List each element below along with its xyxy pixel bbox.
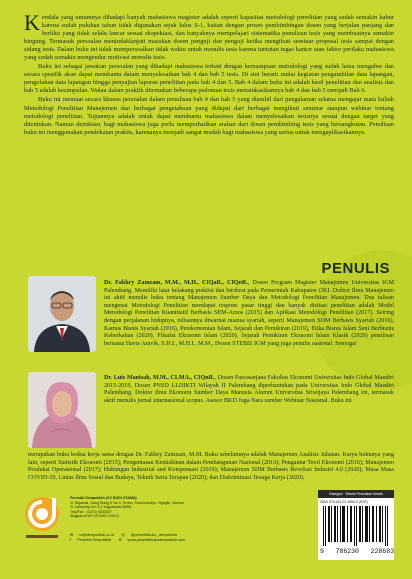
publisher-address-1: Jl. Rajawali, Gang Elang 6 No.3, Drono, Sardonoharjo, Ngaglik, Sleman: [70, 500, 185, 505]
drop-cap: K: [24, 10, 40, 35]
category-label: Kategori : Teknik Penulisan Ilmiah: [318, 490, 394, 498]
barcode: [322, 506, 390, 546]
author2-bio: Dr. Luis Manisah, M.M., CLMA., CIQnR., Dosen Pascasarjana Fakultas Ekonomi Universitas Indo Global Mandiri 2015-2019, Dosen PNSD LLDIKTI Wilayah II Palembang diperbantukan pada Universitas Indo Global Mandiri Palembang. Doktor Ilmu Ekonomi Sumber Daya Manusia Alumni Universitas Sriwijaya Palembang ini, termasuk aktif menulis jurnal internasional scopus. Asesor BKD Juga Nara sumber Webinar Nasional. Buku ini: [104, 375, 394, 404]
synopsis-paragraph-3: Buku ini memuat secara khusus persoalan dalam penulisan bab 4 dan bab 5 yang diambil dari pengalaman selama mengajar mata kuliah Metodologi Penelitian Manajemen dan berbagai pengetahuan yang didapat dari berbagai mengikuti seminar ataupun webinar tentang metodologi penelitian. Tujuannya adalah untuk dapat membantu mahasiswa dalam menyelesaikan tesisnya sesuai dengan target yang ditentukan. Namun demikian, bagi mahasiswa juga perlu memperhatikan arahan dari dosen pembimbing tesis yang bersangkutan. Penulisan buku ini menggunakan pendekatan praktis, karenanya menjadi sangat mudah bagi mahasiswa yang serius untuk mengaplikasikannya.: [24, 96, 394, 136]
synopsis-paragraph-1: Kendala yang umumnya dihadapi banyak mahasiswa magister adalah seperti kapasitas metodologi penelitian yang sudah semakin kabur karena sudah puluhan tahun tidak digunakan sejak lulus S-1, kaitan dengan proses pembimbingan dosen yang berjalan panjang dan berliku yang tidak selalu lancar sesuai ekspektasi, dan banyaknya mempelajari sistematika penulisan tesis yang membuatnya semakin bingung. Termasuk persoalan menindaklanjuti masukan dosen penguji dan penguji ketika mengikuti seminar proposal tesis sampai dengan sidang tesis. Dalam buku ini tidak mempersoalkan tidak waktu untuk menulis tesis karena tuntutan tugas kantor atau faktor perilaku mahasiswa yang sudah semakin mengendur motivasi menulis tesis.: [24, 10, 394, 62]
globe-icon: ⊕: [118, 538, 122, 542]
author1-bio: Dr. Fakhry Zamzam, M.M., M.H., CIQaR., CIQnR., Dosen Program Magister Manajemen Universitas IGM Palembang. Memiliki latar belakang praktisi dan birokrat pada Pemerintah Kabupaten OKI. Doktor Ilmu Manajemen ini aktif menulis buku tentang Manajemen Sumber Daya dan Metodologi Penelitian Manajemen. Dua tulisan mengenai Metodologi Penelitian mendapat respons pasar tinggi dan banyak disitasi penelitian adalah Model Metodologi Penelitian Kuantitatif Berbasis SEM-Amos (2015) dan Aplikasi Metodologi Penelitian (2017). Seiring dengan perjalanan hidupnya, tulisannya diwarnai nuansa syariah, seperti Manajemen SDM Berbasis Syariah (2016), Kamus Bisnis Syariah (2016), Perekonomian Islam, Sejarah dan Pemikiran (2019), Etika Bisnis Islam Seni Berbisnis Keberkahan (2020), Filsafat Ekonomi Islam (2020), Sejarah Pemikiran Ekonomi Islam Klasik (2020) penulisan bersama Havis Aravik, S.H.I., M.H.I., M.M., Dosen STEBIS IGM yang juga penulis nasional. Semoga!: [104, 280, 395, 347]
publisher-info: [70, 496, 220, 519]
publisher-logo: [22, 494, 62, 544]
author2-photo: [28, 372, 96, 448]
instagram-icon: ◎: [121, 533, 125, 537]
author2-name: Dr. Luis Manisah, M.M., CLMA., CIQnR.: [104, 375, 215, 381]
publisher-address-2: Jl. Kaliurang Km.9,3 Yogyakarta 55581: [70, 505, 132, 510]
penulis-heading: PENULIS: [321, 260, 390, 277]
facebook-icon: f: [70, 538, 72, 542]
author1-name: Dr. Fakhry Zamzam, M.M., M.H., CIQaR., CIQnR.: [104, 280, 248, 286]
publisher-instagram: @penerbitbuku_deepublish: [130, 533, 177, 537]
publisher-website: www.penerbitbukudeepublish.com: [127, 538, 186, 542]
publisher-phone: Telp/Fax : (0274) 4533427: [70, 509, 112, 514]
isbn-label: ISBN 978-623-02-2866-5 (PDF): [320, 500, 368, 504]
publisher-social: [70, 533, 250, 543]
publisher-facebook: Penerbit Deepublish: [77, 538, 112, 542]
publisher-ikapi: Anggota IKAPI (076/DIY/2012): [70, 514, 119, 519]
barcode-digits: 9 786230 228683: [320, 548, 394, 555]
publisher-name: Penerbit Deepublish (CV BUDI UTAMA): [70, 496, 137, 500]
author2-bio-continued: merupakan buku kedua kerja sama dengan Dr. Fakhry Zamzam, M.M. Buku sebelumnya adalah Manajemen Analisis Jabatan. Karya bukunya yang lain, seperti Statistik Ekonomi (2015); Pengentasan Kemiskinan dalam Pembangunan Nasional (2016); Pengantar Teori Ekonomi (2016); Manajemen Produksi Operasional (2017); Hubungan Industrial and Kompensasi (2019); Manajemen SDM Berbasis Revolusi Industri 4.0 (2020); Masa Masa COVID-19, Lintas Ilmu Sosial dan Budaya, Teknik Serta Terapan (2020); dan Diskriminasi Tenaga Kerja (2020).: [28, 452, 394, 481]
publisher-email: cs@deepublish.co.id: [79, 533, 115, 537]
synopsis: [24, 10, 394, 138]
synopsis-paragraph-2: Buku ini sebagai jawaban persoalan yang dihadapi mahasiswa terkait dengan kemampuan metodologi yang sudah lama mengabur dan secara spesifik akan dapat membantu dalam menyelesaikan bab 4 dan bab 5 tesis. Di sini berarti mulai kegiatan pengambilan data lapangan, pengolahan data lapangan hingga penyajian laporan penelitian pada bab 4 dan 5. Bab 4 dalam buku ini adalah hasil penelitian dan analisis dan bab 5 adalah kesimpulan. Walau dalam praktik ditemukan beberapa pedoman tesis mensinkasikannya bab 4 dan bab 5 menjadi Bab 6.: [24, 63, 394, 95]
email-icon: ✉: [70, 533, 74, 537]
author1-photo: [28, 276, 96, 352]
